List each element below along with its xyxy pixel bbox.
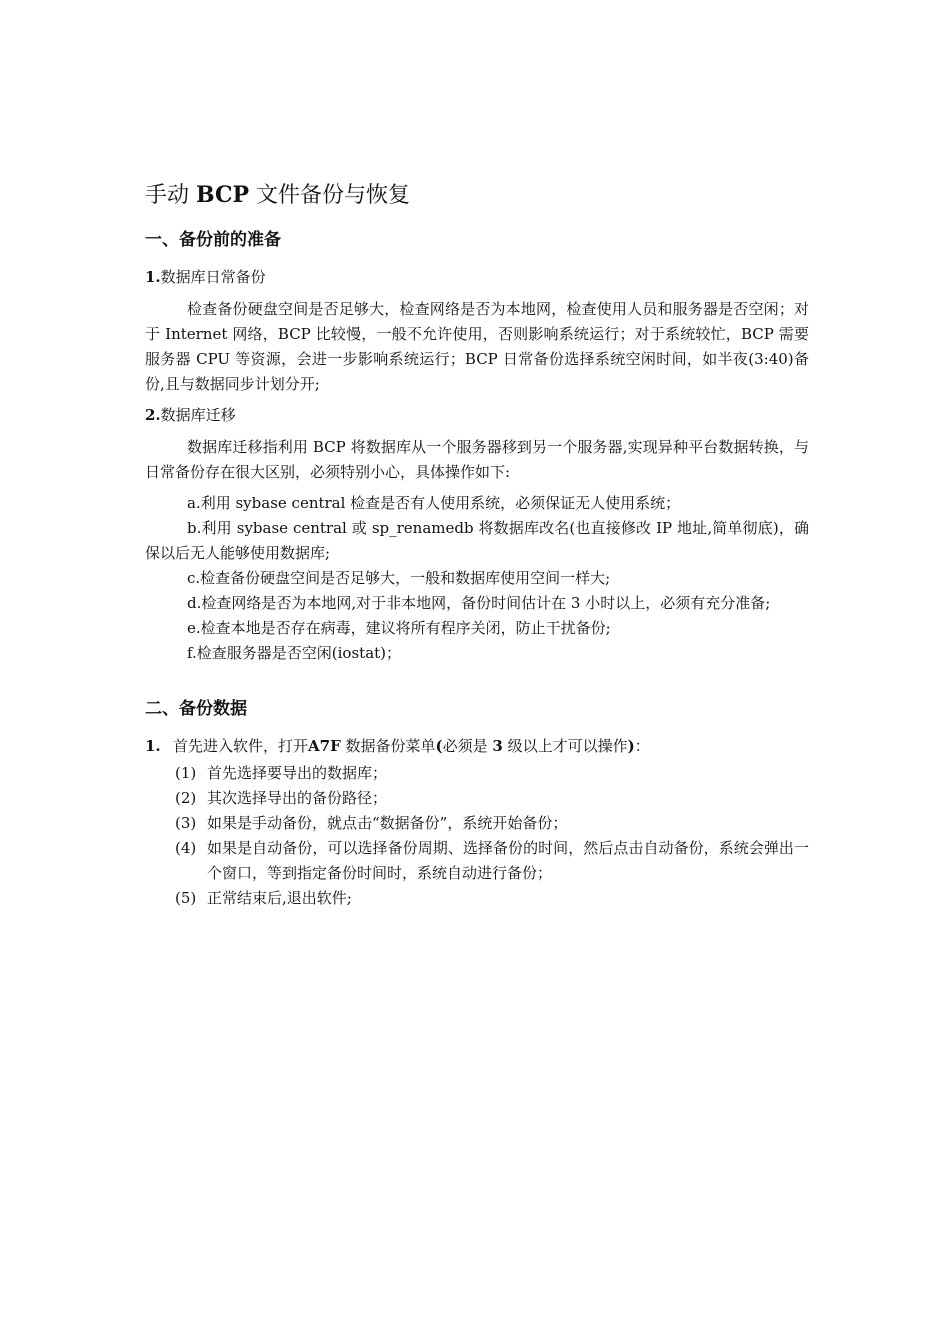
paragraph-daily-backup: 检查备份硬盘空间是否足够大，检查网络是否为本地网，检查使用人员和服务器是否空闲；对于 Internet 网络，BCP 比较慢，一般不允许使用，否则影响系统运行；对于系统较忙，BCP 需要服务器 CPU 等资源，会进一步影响系统运行；BCP 日常备份选择系统空闲时间，如半夜(3:40)备份,且与数据同步计划分开; xyxy=(145,300,809,393)
subheading-migration: 2.数据库迁移 xyxy=(145,406,236,424)
backup-substeps xyxy=(145,761,809,911)
migration-step-d: d.检查网络是否为本地网,对于非本地网，备份时间估计在 3 小时以上，必须有充分准备; xyxy=(187,594,771,612)
migration-step-c: c.检查备份硬盘空间是否足够大，一般和数据库使用空间一样大; xyxy=(187,569,611,587)
backup-substep-1: (1) 首先选择要导出的数据库； xyxy=(175,764,388,782)
backup-step-1: 1. 首先进入软件，打开A7F 数据备份菜单(必须是 3 级以上才可以操作)： xyxy=(145,737,650,755)
migration-step-a: a.利用 sybase central 检查是否有人使用系统，必须保证无人使用系统； xyxy=(187,494,681,512)
subheading-daily-backup: 1.数据库日常备份 xyxy=(145,268,266,286)
backup-substep-2: (2) 其次选择导出的备份路径； xyxy=(175,789,388,807)
migration-steps xyxy=(145,491,809,666)
section-heading-preparation: 一、备份前的准备 xyxy=(145,230,281,250)
paragraph-migration: 数据库迁移指利用 BCP 将数据库从一个服务器移到另一个服务器,实现异种平台数据转换，与日常备份存在很大区别，必须特别小心，具体操作如下: xyxy=(145,438,809,481)
document-title: 手动 BCP 文件备份与恢复 xyxy=(145,182,411,208)
migration-step-b: b.利用 sybase central 或 sp_renamedb 将数据库改名(也直接修改 IP 地址,简单彻底)，确保以后无人能够使用数据库; xyxy=(145,519,809,562)
section-heading-backup-data: 二、备份数据 xyxy=(145,699,247,719)
backup-substep-5: (5) 正常结束后,退出软件; xyxy=(175,889,352,907)
backup-substep-4: (4) 如果是自动备份，可以选择备份周期、选择备份的时间，然后点击自动备份，系统会弹出一个窗口，等到指定备份时间时，系统自动进行备份； xyxy=(175,839,809,882)
document-page xyxy=(145,178,809,911)
migration-step-e: e.检查本地是否存在病毒，建议将所有程序关闭，防止干扰备份; xyxy=(187,619,611,637)
backup-substep-3: (3) 如果是手动备份，就点击“数据备份”，系统开始备份； xyxy=(175,814,568,832)
migration-step-f: f.检查服务器是否空闲(iostat)； xyxy=(187,644,402,662)
